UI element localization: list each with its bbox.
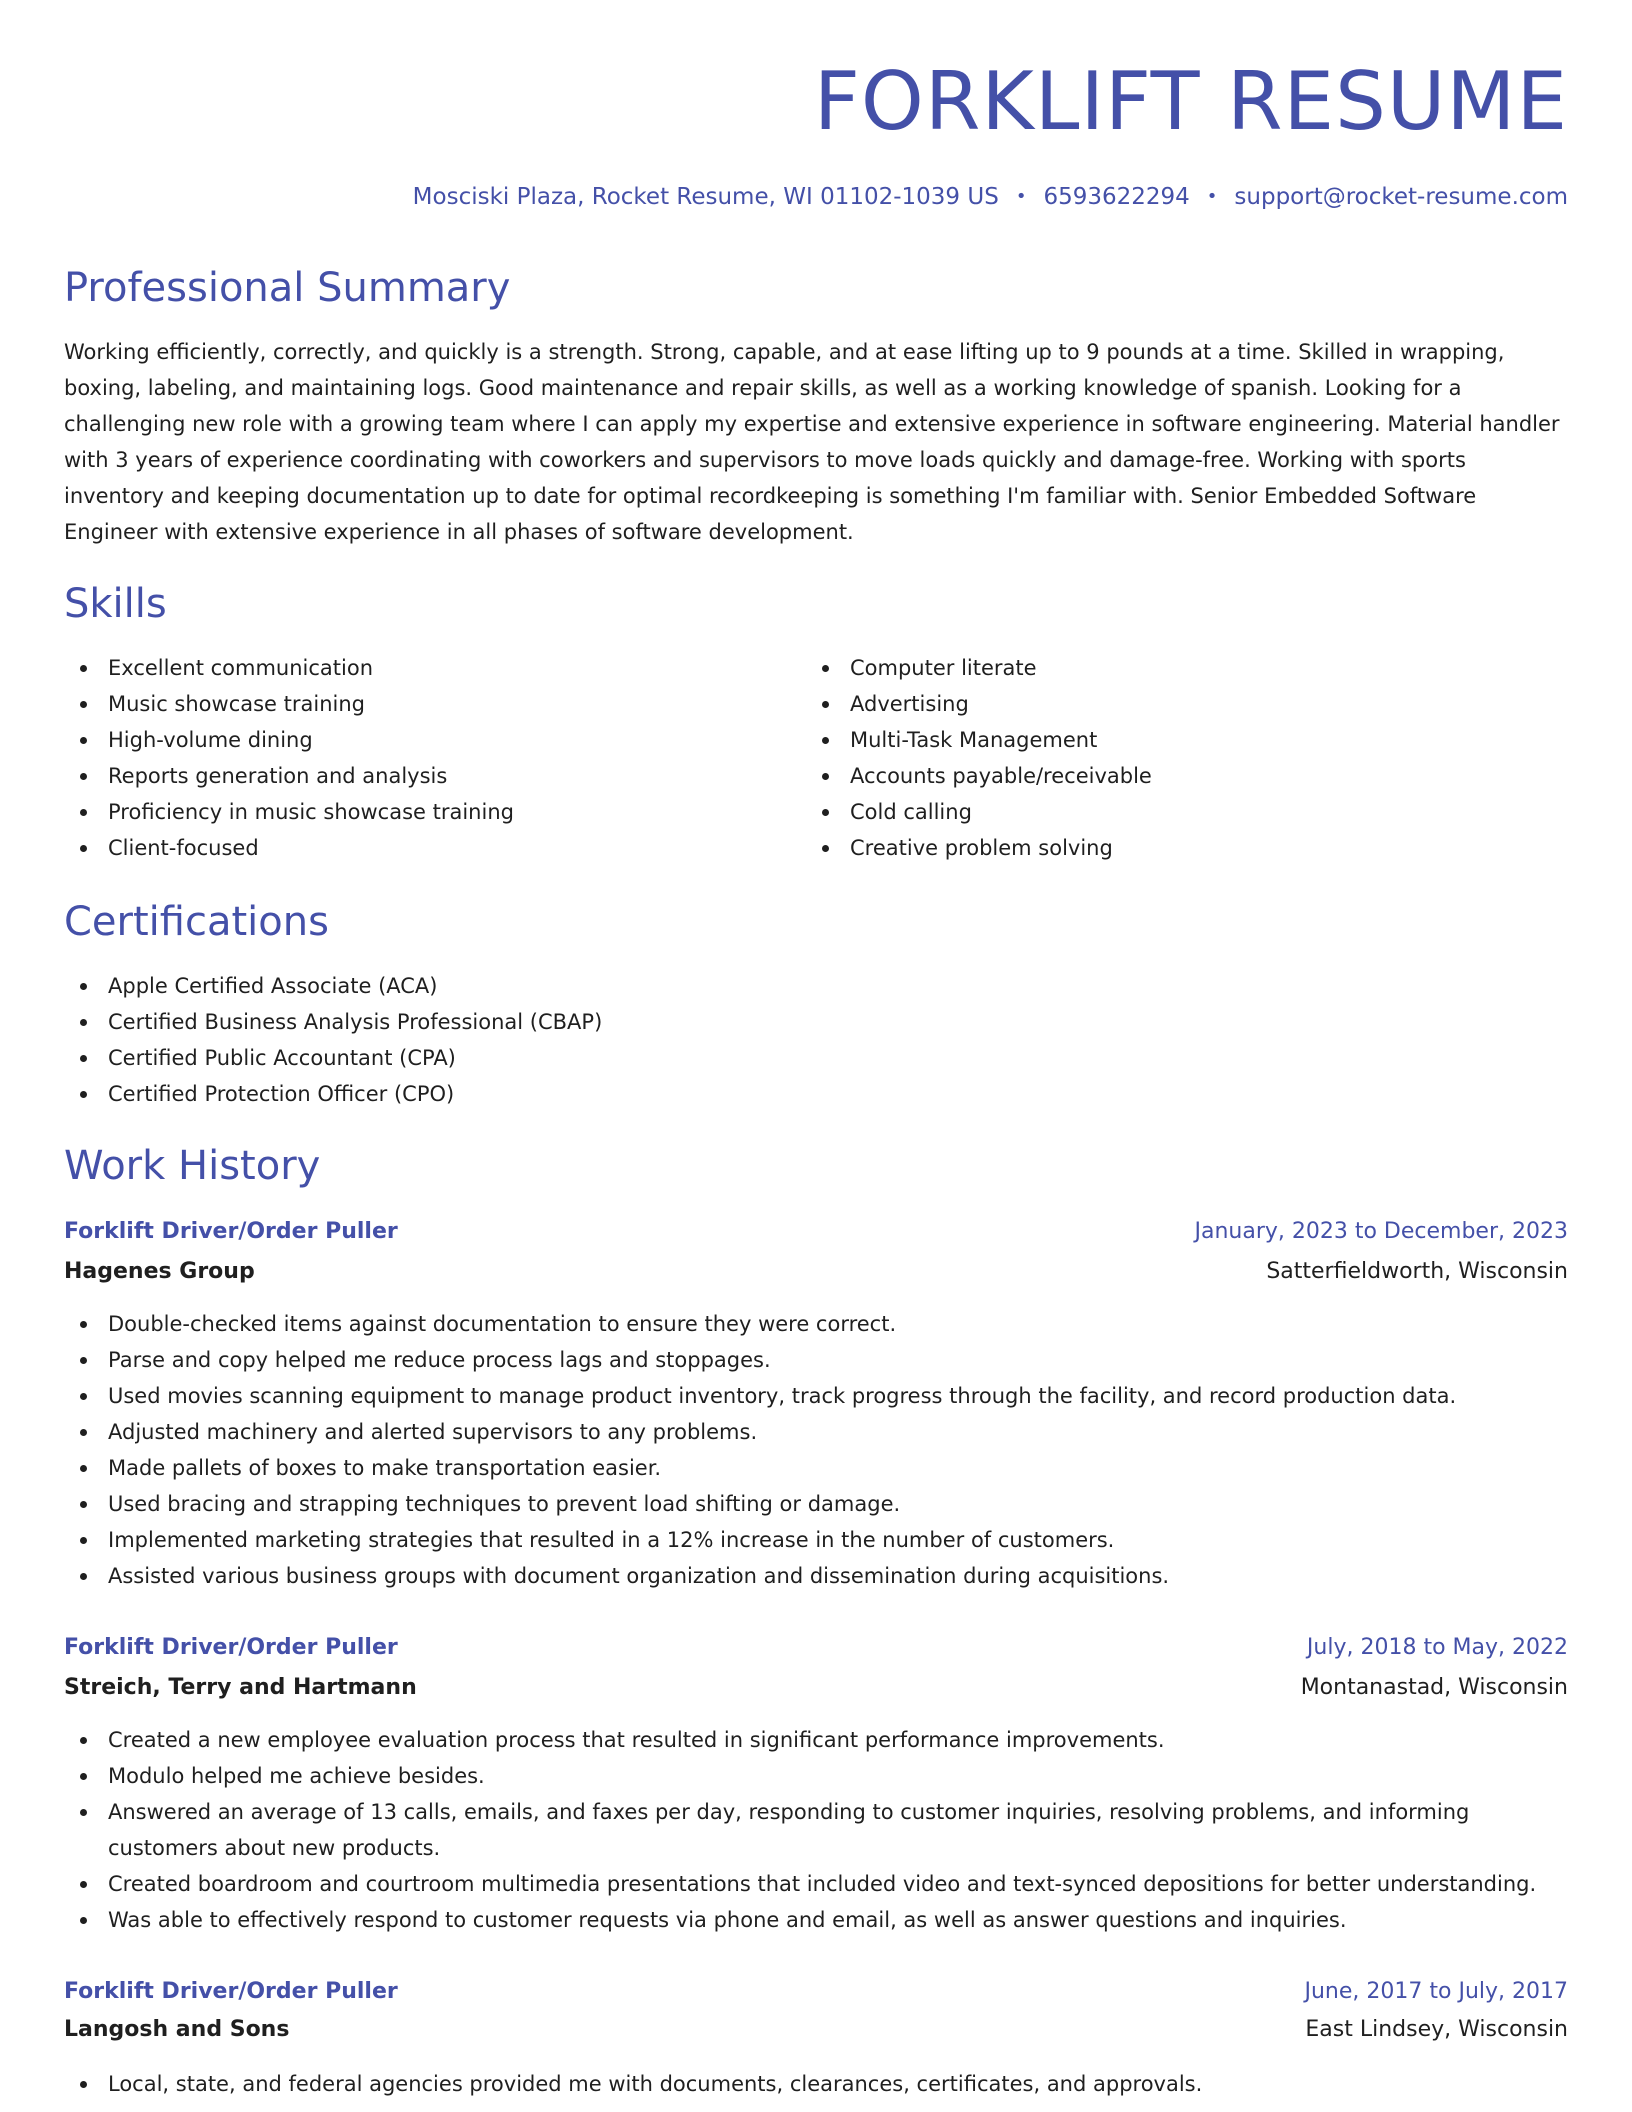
skill-item: Creative problem solving	[806, 830, 1506, 866]
job-bullet: Double-checked items against documentation to ensure they were correct.	[64, 1306, 1568, 1342]
section-title-summary: Professional Summary	[64, 265, 511, 311]
job-bullet: Answered an average of 13 calls, emails, and faxes per day, responding to customer inquiries, resolving problems, and informing customers about new products.	[64, 1794, 1568, 1866]
skill-item: Advertising	[806, 686, 1506, 722]
certification-item: Certified Protection Officer (CPO)	[64, 1076, 1064, 1112]
job-bullets	[64, 1722, 1568, 1938]
skill-item: Computer literate	[806, 650, 1506, 686]
job-bullet: Used movies scanning equipment to manage product inventory, track progress through the facility, and record production data.	[64, 1378, 1568, 1414]
job-bullet: Adjusted machinery and alerted supervisors to any problems.	[64, 1414, 1568, 1450]
job-bullet: Created a new employee evaluation process that resulted in significant performance improvements.	[64, 1722, 1568, 1758]
job-company-row	[64, 1254, 1568, 1290]
skills-list-left	[64, 650, 764, 866]
job-location: East Lindsey, Wisconsin	[1305, 2017, 1568, 2042]
job-bullet: Assisted various business groups with document organization and dissemination during acquisitions.	[64, 1558, 1568, 1594]
section-title-skills: Skills	[64, 581, 167, 627]
skill-item: High-volume dining	[64, 722, 764, 758]
resume-name: FORKLIFT RESUME	[813, 55, 1568, 148]
contact-address: Mosciski Plaza, Rocket Resume, WI 01102-1039 US	[412, 184, 999, 210]
job-company: Hagenes Group	[64, 1259, 255, 1284]
skills-list-right	[806, 650, 1506, 866]
job-company-row	[64, 1670, 1568, 1706]
job-bullet: Created boardroom and courtroom multimedia presentations that included video and text-synced depositions for better understanding.	[64, 1866, 1568, 1902]
skill-item: Multi-Task Management	[806, 722, 1506, 758]
job-bullets	[64, 2066, 1568, 2102]
summary-text: Working efficiently, correctly, and quickly is a strength. Strong, capable, and at ease lifting up to 9 pounds at a time. Skilled in wrapping, boxing, labeling, and maintaining logs. Good maintenance and repair skills, as well as a working knowledge of spanish. Looking for a challenging new role with a growing team where I can apply my expertise and extensive experience in software engineering. Material handler with 3 years of experience coordinating with coworkers and supervisors to move loads quickly and damage-free. Working with sports inventory and keeping documentation up to date for optimal recordkeeping is something I'm familiar with. Senior Embedded Software Engineer with extensive experience in all phases of software development.	[64, 340, 1560, 544]
job-dates: June, 2017 to July, 2017	[1304, 1979, 1568, 2004]
certification-item: Apple Certified Associate (ACA)	[64, 968, 1064, 1004]
job-header	[64, 1974, 1568, 2010]
job-title: Forklift Driver/Order Puller	[64, 1219, 398, 1244]
job-company: Langosh and Sons	[64, 2017, 290, 2042]
job-location: Satterfieldworth, Wisconsin	[1266, 1259, 1568, 1284]
certifications-list	[64, 968, 1064, 1112]
job-bullet: Used bracing and strapping techniques to prevent load shifting or damage.	[64, 1486, 1568, 1522]
contact-phone: 6593622294	[1043, 184, 1190, 210]
job-bullets	[64, 1306, 1568, 1594]
skill-item: Accounts payable/receivable	[806, 758, 1506, 794]
skill-item: Proficiency in music showcase training	[64, 794, 764, 830]
section-title-certifications: Certifications	[64, 899, 329, 945]
job-bullet: Parse and copy helped me reduce process lags and stoppages.	[64, 1342, 1568, 1378]
contact-separator: •	[1015, 186, 1027, 207]
contact-email[interactable]: support@rocket-resume.com	[1234, 184, 1568, 210]
job-header	[64, 1214, 1568, 1250]
skill-item: Reports generation and analysis	[64, 758, 764, 794]
job-bullet: Modulo helped me achieve besides.	[64, 1758, 1568, 1794]
job-dates: January, 2023 to December, 2023	[1194, 1219, 1568, 1244]
contact-separator: •	[1206, 186, 1218, 207]
skill-item: Excellent communication	[64, 650, 764, 686]
job-title: Forklift Driver/Order Puller	[64, 1635, 398, 1660]
certification-item: Certified Public Accountant (CPA)	[64, 1040, 1064, 1076]
job-bullet: Made pallets of boxes to make transportation easier.	[64, 1450, 1568, 1486]
job-company-row	[64, 2012, 1568, 2048]
skill-item: Cold calling	[806, 794, 1506, 830]
skill-item: Music showcase training	[64, 686, 764, 722]
contact-line	[413, 180, 1568, 214]
certification-item: Certified Business Analysis Professional (CBAP)	[64, 1004, 1064, 1040]
job-company: Streich, Terry and Hartmann	[64, 1675, 417, 1700]
job-title: Forklift Driver/Order Puller	[64, 1979, 398, 2004]
job-header	[64, 1630, 1568, 1666]
job-location: Montanastad, Wisconsin	[1300, 1675, 1568, 1700]
section-title-work-history: Work History	[64, 1143, 321, 1189]
job-bullet: Local, state, and federal agencies provided me with documents, clearances, certificates, and approvals.	[64, 2066, 1568, 2102]
job-dates: July, 2018 to May, 2022	[1306, 1635, 1568, 1660]
job-bullet: Implemented marketing strategies that resulted in a 12% increase in the number of customers.	[64, 1522, 1568, 1558]
skill-item: Client-focused	[64, 830, 764, 866]
job-bullet: Was able to effectively respond to customer requests via phone and email, as well as answer questions and inquiries.	[64, 1902, 1568, 1938]
